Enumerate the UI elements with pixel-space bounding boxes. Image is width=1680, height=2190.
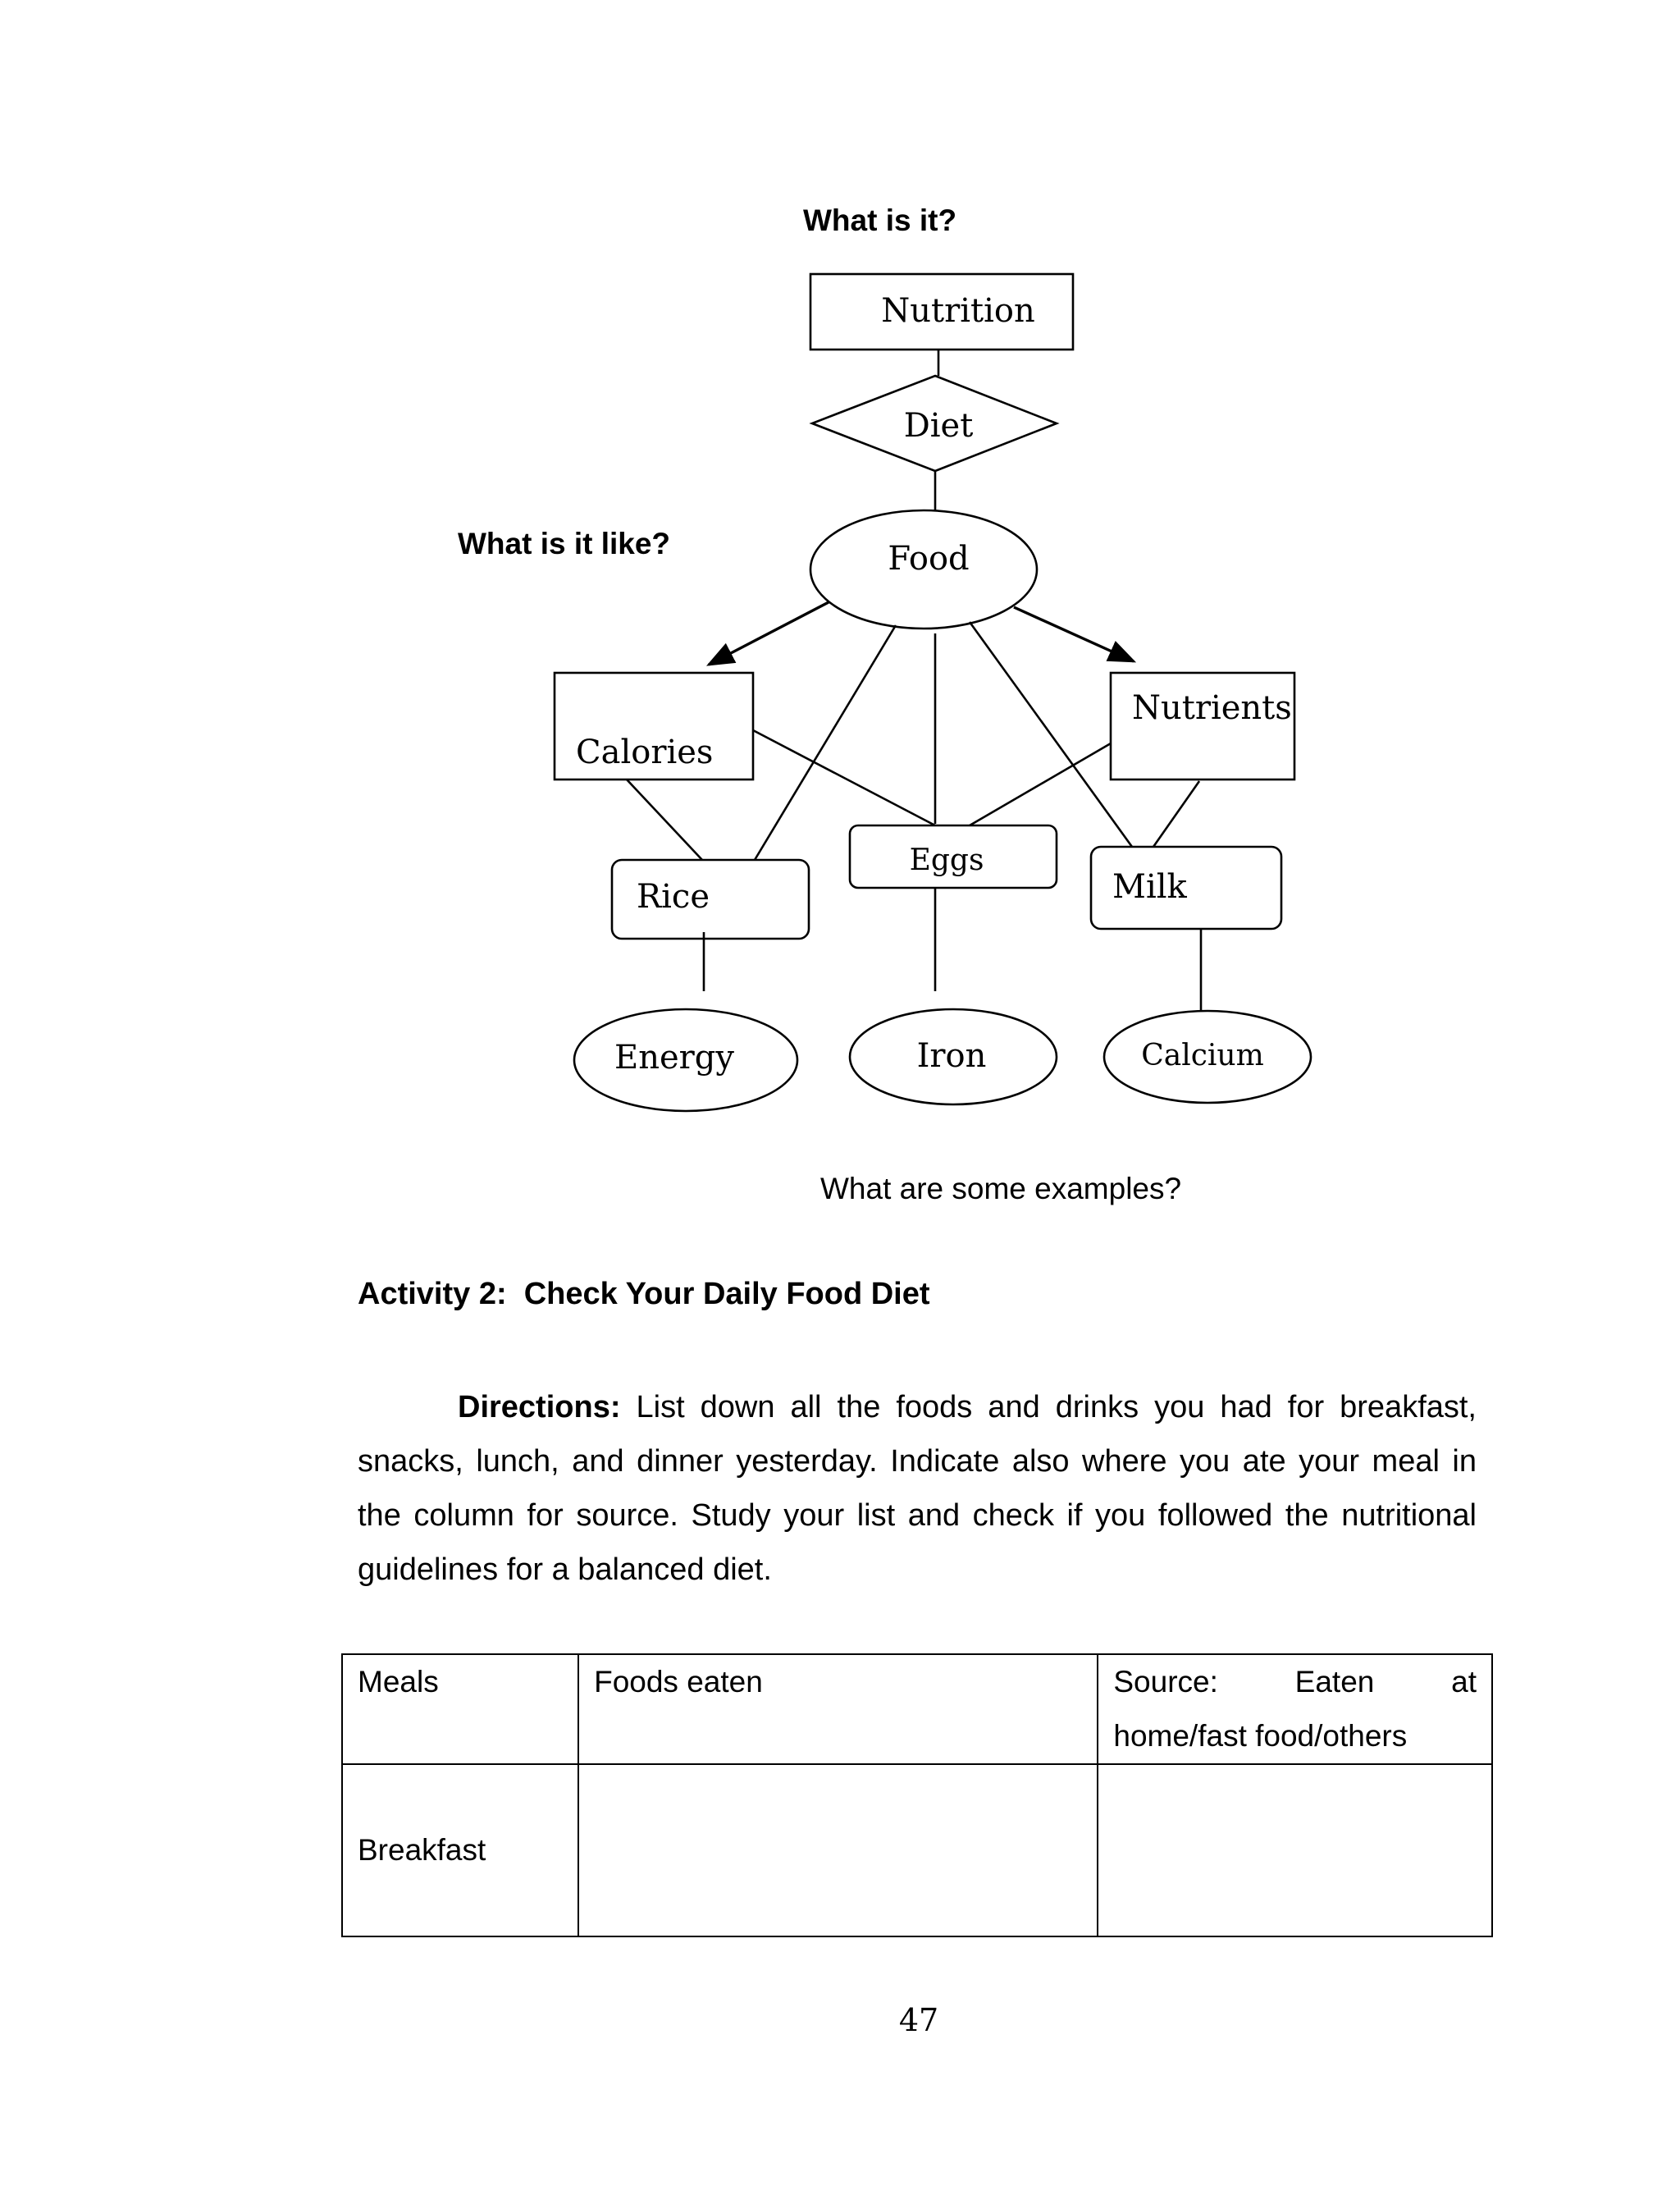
node-rice: [612, 860, 809, 939]
connector-nutrients-milk: [1153, 781, 1199, 847]
connector-food-milk: [970, 622, 1132, 847]
node-iron: [850, 1009, 1057, 1104]
svg-text:Diet: Diet: [903, 407, 974, 445]
node-milk: [1091, 847, 1281, 929]
connector-calories-rice: [627, 780, 702, 860]
svg-text:Nutrients: Nutrients: [1132, 689, 1292, 727]
directions-paragraph: [358, 1380, 1477, 1597]
table-row: [342, 1764, 1492, 1936]
header-source-line2: home/fast food/others: [1113, 1719, 1408, 1753]
node-nutrition: [810, 274, 1073, 350]
connector-nutrients-eggs: [970, 743, 1111, 825]
svg-text:Milk: Milk: [1112, 868, 1187, 906]
directions-text: List down all the foods and drinks you had for breakfast, snacks, lunch, and dinner yesterday. Indicate also where you ate your meal in the column for source. Study your list and check if you followed the nutritional guidelines for a balanced diet.: [358, 1390, 1477, 1587]
node-energy: [574, 1009, 797, 1111]
table-header-row: [342, 1654, 1492, 1764]
svg-text:Rice: Rice: [637, 878, 710, 916]
svg-text:Eggs: Eggs: [909, 844, 984, 877]
cell-source-breakfast[interactable]: [1098, 1764, 1492, 1936]
header-foods-eaten: Foods eaten: [578, 1654, 1098, 1764]
svg-text:Nutrition: Nutrition: [881, 292, 1035, 330]
node-eggs: [850, 825, 1057, 888]
node-calcium: [1104, 1011, 1311, 1103]
connector-lines: [627, 350, 1201, 1011]
arrow-food-nutrients: [1014, 607, 1134, 661]
cell-foods-breakfast[interactable]: [578, 1764, 1098, 1936]
svg-text:Calories: Calories: [576, 734, 714, 771]
header-source-line1: Source: Eaten at: [1113, 1665, 1477, 1699]
svg-text:Energy: Energy: [614, 1039, 734, 1077]
header-meals: Meals: [342, 1654, 578, 1764]
node-food: [810, 510, 1037, 629]
connector-calories-eggs: [753, 730, 935, 825]
cell-meal-breakfast: Breakfast: [342, 1764, 578, 1936]
node-nutrients: [1111, 673, 1294, 780]
node-diet: [812, 376, 1057, 471]
svg-text:Calcium: Calcium: [1141, 1039, 1264, 1072]
diet-table: [341, 1653, 1493, 1937]
directions-label: Directions:: [458, 1390, 621, 1424]
question-examples: What are some examples?: [820, 1172, 1182, 1205]
header-source: [1098, 1654, 1492, 1764]
arrow-food-calories: [709, 602, 829, 665]
question-what-is-it-like: What is it like?: [458, 527, 671, 560]
activity-heading: Activity 2: Check Your Daily Food Diet: [358, 1277, 930, 1311]
svg-text:Iron: Iron: [916, 1037, 987, 1075]
question-what-is-it: What is it?: [803, 203, 957, 237]
svg-text:Food: Food: [888, 540, 970, 578]
node-calories: [555, 673, 753, 780]
page-number: 47: [898, 2002, 939, 2038]
